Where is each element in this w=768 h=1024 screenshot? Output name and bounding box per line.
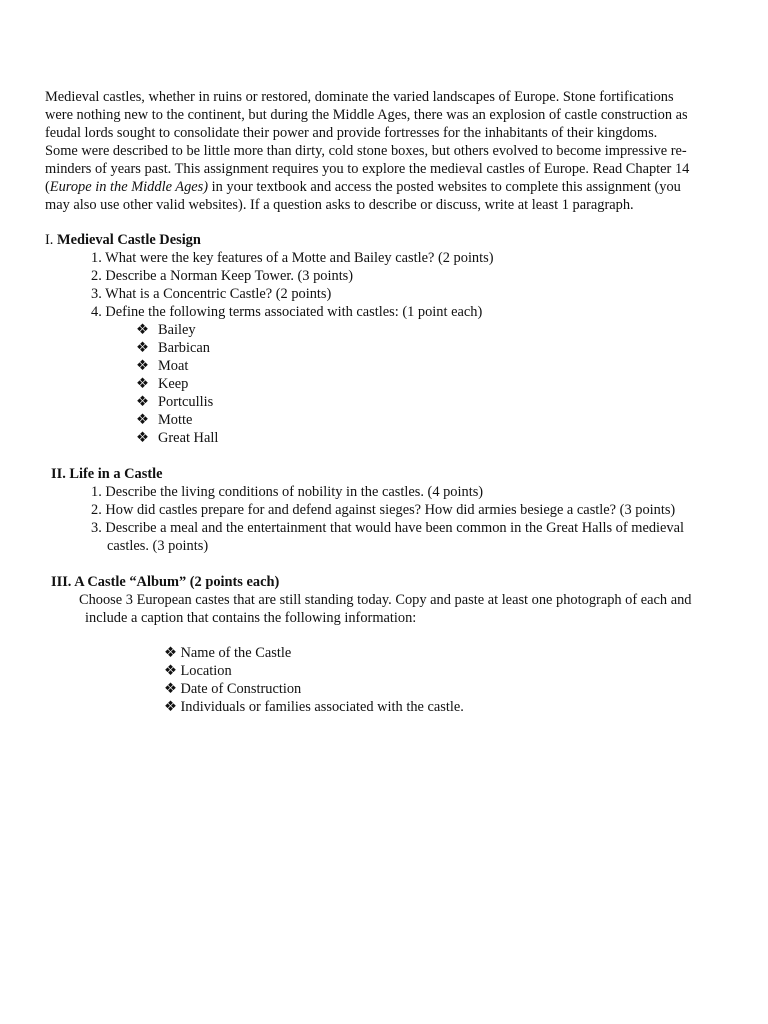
diamond-bullet-icon: ❖ (164, 681, 177, 697)
list-item: ❖ Location (164, 663, 232, 679)
section-castle-album (45, 573, 725, 716)
section-life-in-castle (45, 465, 725, 555)
caption-requirements-list (51, 644, 725, 716)
question-2: 2. Describe a Norman Keep Tower. (3 points) (91, 268, 354, 284)
question-1: 1. What were the key features of a Motte and Bailey castle? (2 points) (91, 250, 494, 266)
question-1: 1. Describe the living conditions of nobility in the castles. (4 points) (91, 484, 484, 500)
diamond-bullet-icon: ❖ (164, 645, 177, 661)
section-castle-design (45, 231, 725, 447)
section-title: Medieval Castle Design (57, 232, 201, 248)
section-numeral: I. (45, 232, 54, 248)
diamond-bullet-icon: ❖ (136, 322, 149, 338)
intro-line-4: Some were described to be little more than dirty, cold stone boxes, but others evolved to become impressive re- (45, 143, 687, 159)
question-4: 4. Define the following terms associated with castles: (1 point each) (91, 304, 483, 320)
intro-line-3: feudal lords sought to consolidate their power and provide fortresses for the inhabitants of their kingdoms. (45, 125, 658, 141)
section-heading (45, 231, 725, 249)
diamond-bullet-icon: ❖ (136, 412, 149, 428)
album-instructions-line-2: include a caption that contains the following information: (85, 610, 417, 626)
question-3: 3. Describe a meal and the entertainment that would have been common in the Great Halls of medieval (91, 520, 685, 536)
intro-line-7: may also use other valid websites). If a question asks to describe or discuss, write at least 1 paragraph. (45, 197, 634, 213)
list-item: ❖ Motte (136, 412, 193, 428)
list-item: ❖ Individuals or families associated with the castle. (164, 699, 464, 715)
list-item: ❖ Keep (136, 376, 189, 392)
intro-line-1: Medieval castles, whether in ruins or restored, dominate the varied landscapes of Europe. Stone fortifications (45, 89, 674, 105)
terms-list (45, 321, 725, 447)
list-item: ❖ Moat (136, 358, 189, 374)
diamond-bullet-icon: ❖ (136, 376, 149, 392)
list-item: ❖ Date of Construction (164, 681, 302, 697)
diamond-bullet-icon: ❖ (136, 394, 149, 410)
list-item: ❖ Great Hall (136, 430, 219, 446)
intro-line-6 (45, 178, 725, 196)
intro-paragraph (45, 88, 725, 214)
intro-line-5: minders of years past. This assignment requires you to explore the medieval castles of Europe. Read Chapter 14 (45, 161, 690, 177)
question-2: 2. How did castles prepare for and defend against sieges? How did armies besiege a castle? (3 points) (91, 502, 676, 518)
list-item: ❖ Bailey (136, 322, 196, 338)
diamond-bullet-icon: ❖ (136, 430, 149, 446)
list-item: ❖ Name of the Castle (164, 645, 292, 661)
list-item: ❖ Barbican (136, 340, 210, 356)
question-3: 3. What is a Concentric Castle? (2 points) (91, 286, 332, 302)
section-heading: III. A Castle “Album” (2 points each) (51, 574, 280, 590)
diamond-bullet-icon: ❖ (164, 663, 177, 679)
intro-line-6-rest: in your textbook and access the posted websites to complete this assignment (you (208, 179, 681, 195)
diamond-bullet-icon: ❖ (136, 340, 149, 356)
list-item: ❖ Portcullis (136, 394, 214, 410)
diamond-bullet-icon: ❖ (164, 699, 177, 715)
document-page (45, 88, 725, 716)
intro-line-2: were nothing new to the continent, but during the Middle Ages, there was an explosion of castle construction as (45, 107, 688, 123)
album-instructions-line-1: Choose 3 European castes that are still standing today. Copy and paste at least one photograph of each and (79, 592, 692, 608)
intro-line-6-open: ( (45, 179, 50, 195)
textbook-title: Europe in the Middle Ages) (49, 179, 209, 195)
diamond-bullet-icon: ❖ (136, 358, 149, 374)
section-heading: II. Life in a Castle (51, 466, 163, 482)
question-3-continuation: castles. (3 points) (107, 538, 209, 554)
